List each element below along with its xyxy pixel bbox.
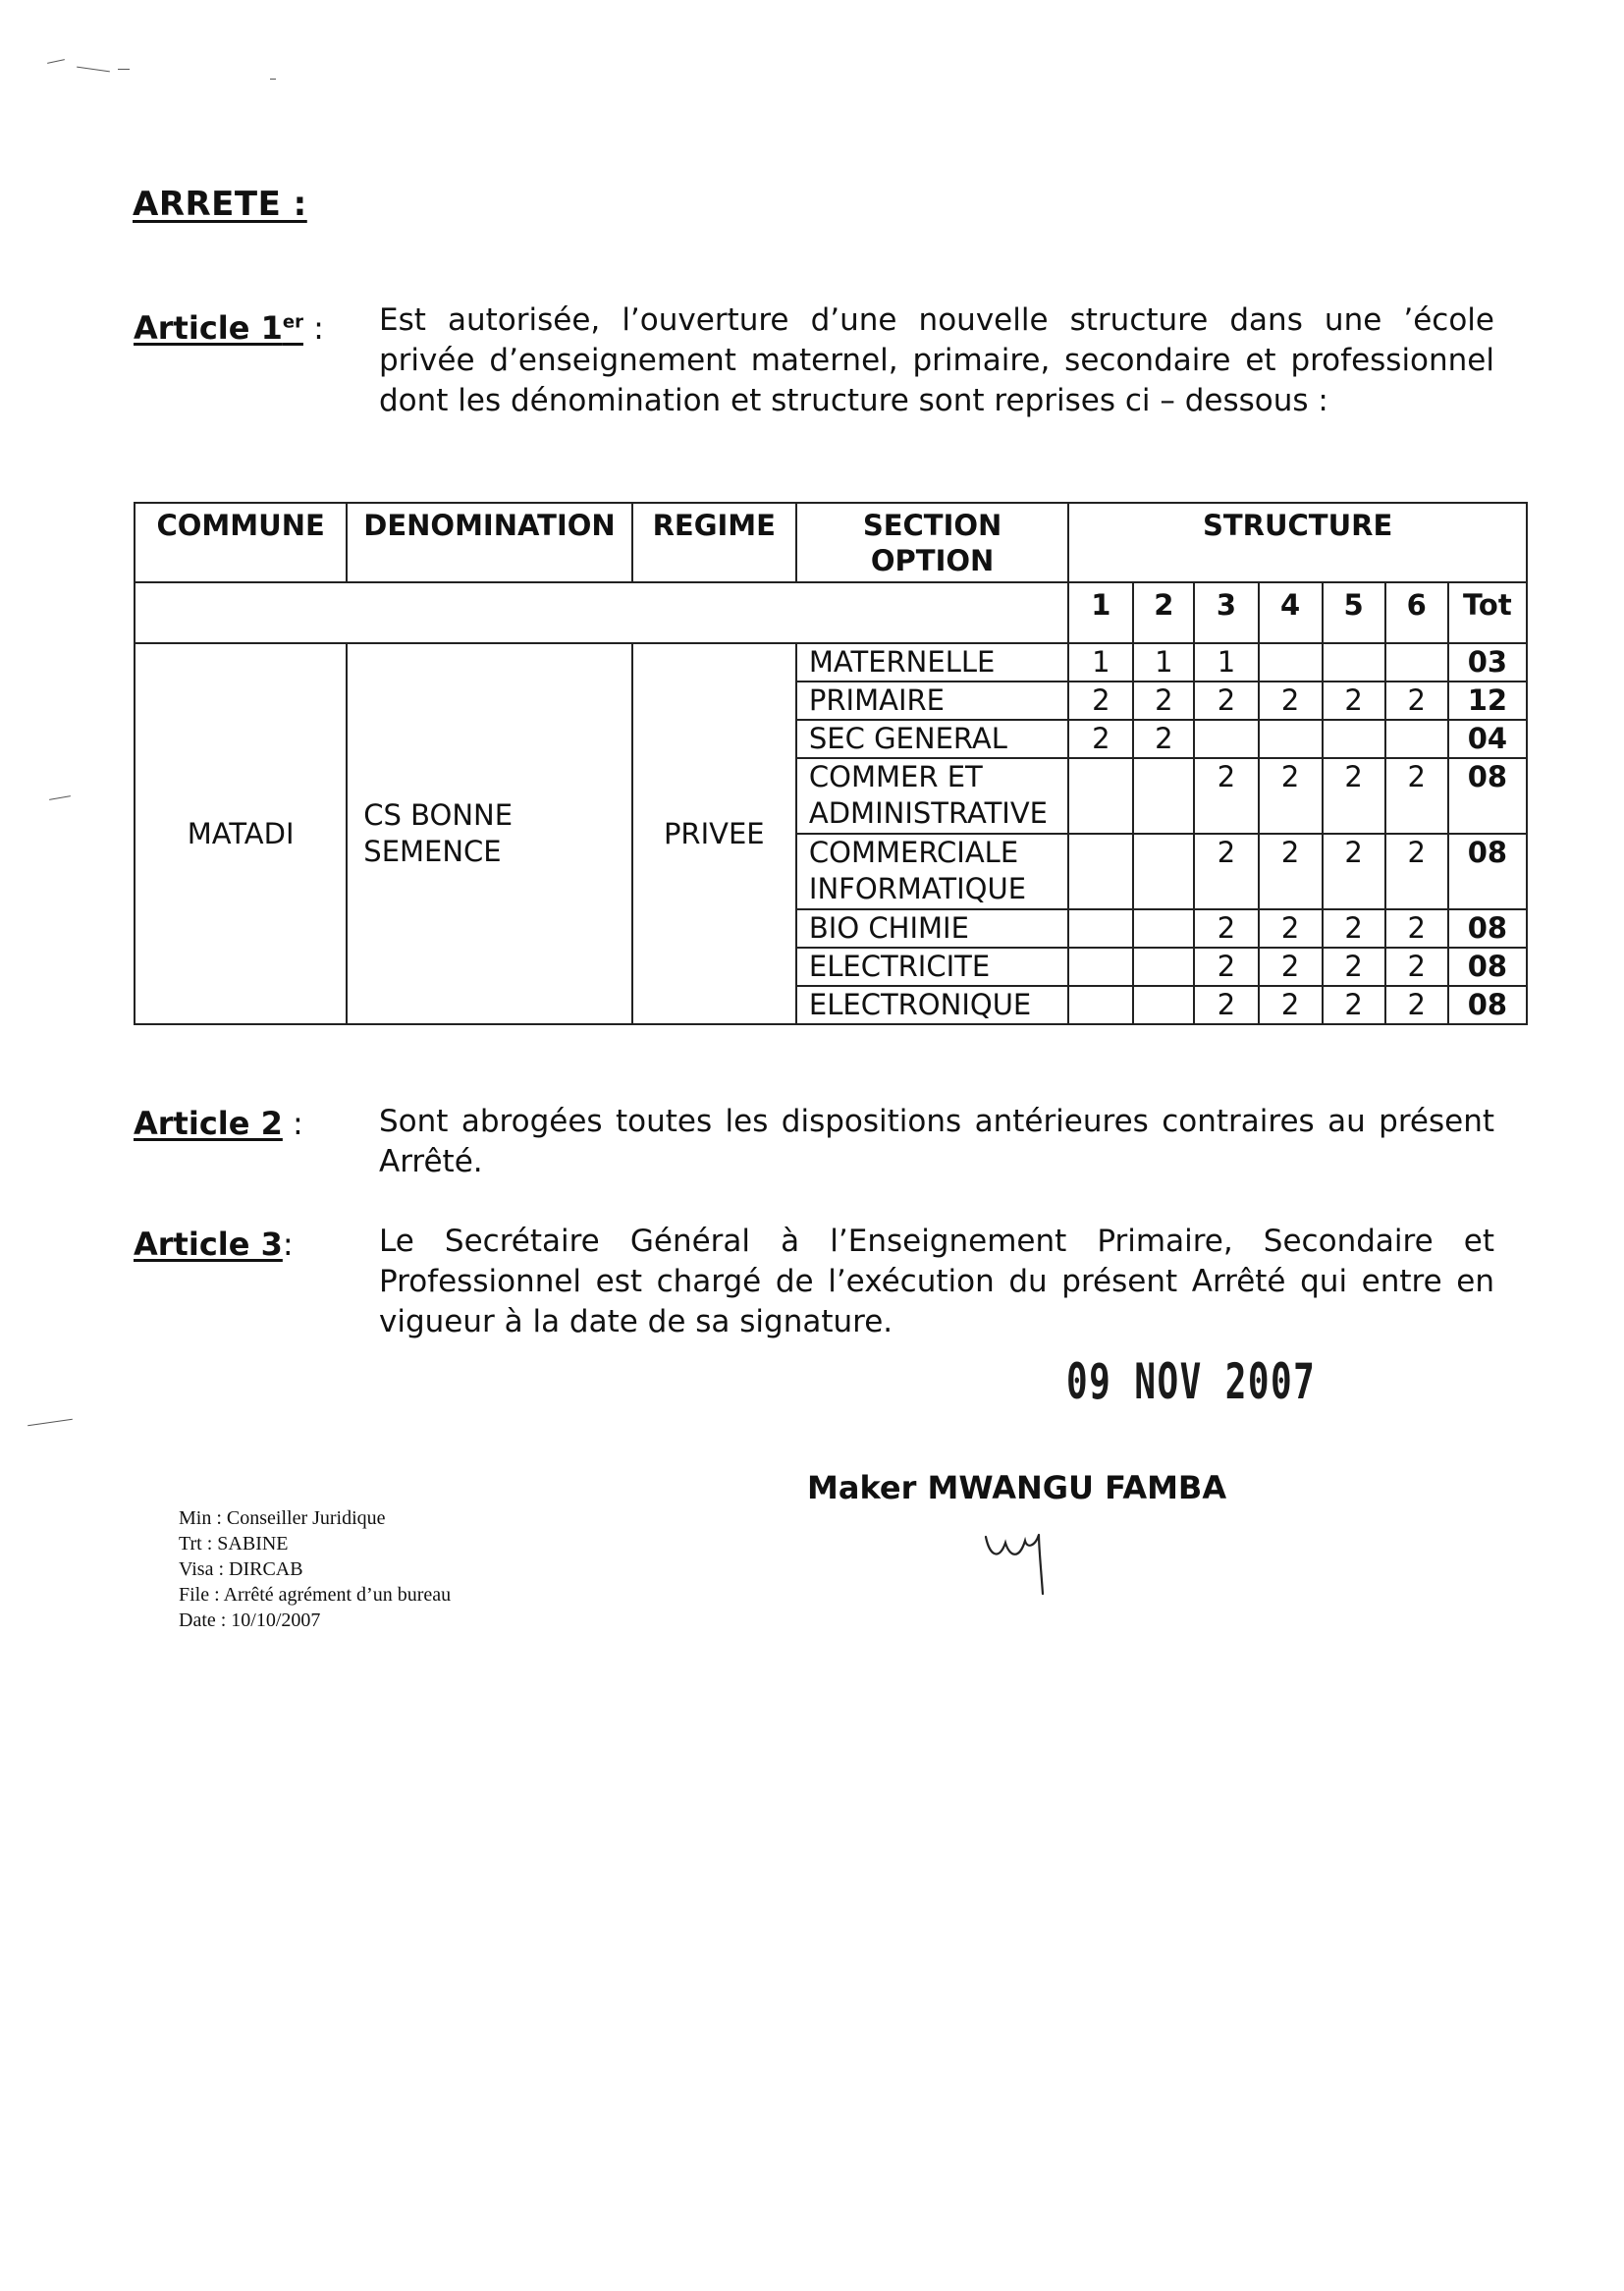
value-cell: 2 (1323, 682, 1385, 720)
value-cell (1259, 720, 1323, 758)
value-cell: 1 (1133, 643, 1194, 682)
total-cell: 04 (1448, 720, 1527, 758)
footer-line: File : Arrêté agrément d’un bureau (179, 1584, 452, 1606)
total-cell: 08 (1448, 986, 1527, 1024)
value-cell (1194, 720, 1258, 758)
section-cell: MATERNELLE (796, 643, 1068, 682)
section-cell: BIO CHIMIE (796, 909, 1068, 948)
value-cell: 2 (1194, 909, 1258, 948)
value-cell: 2 (1194, 986, 1258, 1024)
value-cell: 2 (1259, 948, 1323, 986)
header-structure: STRUCTURE (1068, 503, 1527, 582)
denomination-cell: CS BONNE SEMENCE (347, 643, 631, 1024)
value-cell: 2 (1323, 758, 1385, 834)
header-denomination: DENOMINATION (347, 503, 631, 582)
article-3-label: Article 3: (134, 1226, 294, 1263)
value-cell: 2 (1194, 758, 1258, 834)
value-cell: 2 (1194, 834, 1258, 909)
value-cell: 2 (1385, 986, 1448, 1024)
scan-speck (49, 795, 71, 800)
value-cell (1068, 909, 1133, 948)
value-cell: 2 (1259, 834, 1323, 909)
value-cell: 1 (1194, 643, 1258, 682)
value-cell: 2 (1323, 986, 1385, 1024)
value-cell: 2 (1323, 909, 1385, 948)
value-cell (1068, 948, 1133, 986)
value-cell: 2 (1385, 758, 1448, 834)
value-cell: 2 (1133, 682, 1194, 720)
article-2-text: Sont abrogées toutes les dispositions antérieures contraires au présent Arrêté. (379, 1104, 1494, 1179)
scan-speck (47, 59, 65, 64)
table-row (135, 643, 1527, 682)
header-total: Tot (1448, 582, 1527, 643)
header-commune: COMMUNE (135, 503, 347, 582)
scan-speck (77, 67, 110, 73)
value-cell: 2 (1323, 834, 1385, 909)
value-cell (1323, 720, 1385, 758)
section-cell: SEC GENERAL (796, 720, 1068, 758)
value-cell (1133, 986, 1194, 1024)
page-heading: ARRETE : (133, 185, 307, 224)
article-1-label: Article 1er : (134, 309, 324, 347)
date-stamp: 09 NOV 2007 (1066, 1353, 1317, 1410)
footer-line: Date : 10/10/2007 (179, 1609, 321, 1631)
value-cell (1385, 720, 1448, 758)
header-section-option: SECTION OPTION (796, 503, 1068, 582)
footer-line: Min : Conseiller Juridique (179, 1507, 386, 1529)
structure-table (134, 502, 1528, 1025)
value-cell (1385, 643, 1448, 682)
value-cell: 2 (1259, 682, 1323, 720)
total-cell: 08 (1448, 948, 1527, 986)
value-cell: 2 (1259, 758, 1323, 834)
value-cell: 2 (1385, 909, 1448, 948)
value-cell (1133, 948, 1194, 986)
section-cell: ELECTRICITE (796, 948, 1068, 986)
section-cell: COMMERCIALE INFORMATIQUE (796, 834, 1068, 909)
value-cell: 2 (1194, 682, 1258, 720)
value-cell: 2 (1133, 720, 1194, 758)
section-cell: COMMER ET ADMINISTRATIVE (796, 758, 1068, 834)
scan-speck (270, 79, 276, 80)
footer-line: Visa : DIRCAB (179, 1558, 303, 1580)
regime-cell: PRIVEE (632, 643, 796, 1024)
header-year-5: 5 (1323, 582, 1385, 643)
value-cell: 2 (1068, 720, 1133, 758)
signer-name: Maker MWANGU FAMBA (807, 1469, 1227, 1506)
header-year-1: 1 (1068, 582, 1133, 643)
handwritten-signature (982, 1517, 1080, 1596)
value-cell (1133, 909, 1194, 948)
value-cell (1259, 643, 1323, 682)
total-cell: 08 (1448, 758, 1527, 834)
header-regime: REGIME (632, 503, 796, 582)
header-year-6: 6 (1385, 582, 1448, 643)
value-cell: 2 (1385, 834, 1448, 909)
scan-speck (27, 1419, 73, 1426)
scan-speck (118, 69, 130, 70)
header-year-4: 4 (1259, 582, 1323, 643)
value-cell: 2 (1194, 948, 1258, 986)
value-cell: 2 (1385, 682, 1448, 720)
commune-cell: MATADI (135, 643, 347, 1024)
value-cell: 2 (1385, 948, 1448, 986)
value-cell (1133, 758, 1194, 834)
header-year-2: 2 (1133, 582, 1194, 643)
value-cell (1068, 986, 1133, 1024)
total-cell: 12 (1448, 682, 1527, 720)
value-cell: 1 (1068, 643, 1133, 682)
footer-line: Trt : SABINE (179, 1533, 289, 1555)
value-cell (1068, 834, 1133, 909)
total-cell: 08 (1448, 834, 1527, 909)
value-cell (1133, 834, 1194, 909)
article-1-text: Est autorisée, l’ouverture d’une nouvelle structure dans une ’école privée d’enseignement maternel, primaire, secondaire et professionnel dont les dénomination et structure sont reprises ci – dessous : (379, 302, 1494, 418)
value-cell (1068, 758, 1133, 834)
section-cell: ELECTRONIQUE (796, 986, 1068, 1024)
total-cell: 03 (1448, 643, 1527, 682)
value-cell: 2 (1323, 948, 1385, 986)
article-2-label: Article 2 : (134, 1105, 303, 1142)
value-cell: 2 (1259, 986, 1323, 1024)
footer-references (179, 1505, 451, 1633)
value-cell (1323, 643, 1385, 682)
section-cell: PRIMAIRE (796, 682, 1068, 720)
value-cell: 2 (1259, 909, 1323, 948)
value-cell: 2 (1068, 682, 1133, 720)
header-year-3: 3 (1194, 582, 1258, 643)
article-3-text: Le Secrétaire Général à l’Enseignement Primaire, Secondaire et Professionnel est chargé de l’exécution du présent Arrêté qui entre en vigueur à la date de sa signature. (379, 1224, 1494, 1339)
total-cell: 08 (1448, 909, 1527, 948)
header-spacer (135, 582, 1068, 643)
